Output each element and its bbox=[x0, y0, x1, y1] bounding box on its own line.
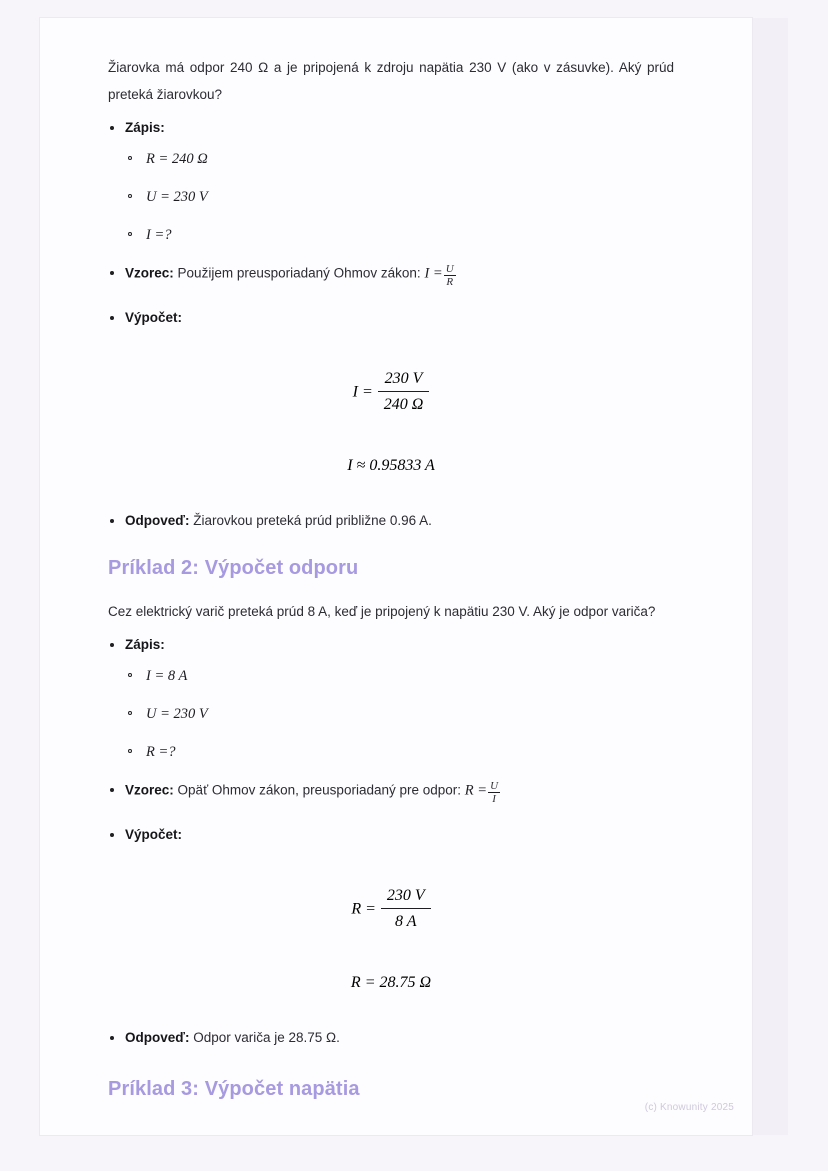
display-equation-fraction bbox=[381, 885, 431, 934]
example1-zapis-item bbox=[108, 118, 674, 244]
vzorec-equation-fraction bbox=[444, 263, 456, 289]
display-equation-fraction bbox=[378, 368, 430, 417]
odpoved-text: Žiarovkou preteká prúd približne 0.96 A. bbox=[193, 513, 432, 528]
example1-zapis-sublist bbox=[125, 150, 674, 244]
example1-list bbox=[108, 118, 674, 328]
vzorec-label: Vzorec: bbox=[125, 782, 174, 798]
vzorec-equation-lhs: R = bbox=[464, 782, 488, 799]
list-item bbox=[125, 743, 674, 761]
fraction-numerator: 230 V bbox=[381, 885, 431, 909]
zapis-label: Zápis: bbox=[125, 120, 165, 135]
fraction-denominator: 240 Ω bbox=[383, 396, 424, 413]
example2-zapis-item bbox=[108, 635, 674, 761]
example2-vypocet-item bbox=[108, 825, 674, 845]
vypocet-label: Výpočet: bbox=[125, 310, 183, 325]
display-equation-lhs: R = bbox=[351, 900, 376, 918]
example1-odpoved-item bbox=[108, 511, 674, 531]
intro-paragraph: Žiarovka má odpor 240 Ω a je pripojená k zdroju napätia 230 V (ako v zásuvke). Aký prúd preteká žiarovkou? bbox=[108, 60, 674, 102]
odpoved-label: Odpoveď: bbox=[125, 1030, 190, 1045]
zapis-value-u: U = 230 V bbox=[146, 189, 208, 205]
zapis-value-r: R =? bbox=[146, 744, 176, 760]
fraction-denominator: 8 A bbox=[395, 913, 417, 930]
result-equation-text: I ≈ 0.95833 A bbox=[347, 457, 435, 474]
document-sheet bbox=[40, 18, 752, 1135]
list-item bbox=[125, 705, 674, 723]
example2-answer-list bbox=[108, 1028, 674, 1048]
example2-heading: Príklad 2: Výpočet odporu bbox=[108, 557, 359, 579]
example2-paragraph: Cez elektrický varič preteká prúd 8 A, keď je pripojený k napätiu 230 V. Aký je odpor variča? bbox=[108, 604, 656, 619]
vzorec-text: Použijem preusporiadaný Ohmov zákon: bbox=[177, 265, 421, 281]
example1-vzorec-item bbox=[108, 263, 674, 289]
vzorec-label: Vzorec: bbox=[125, 265, 174, 281]
document-content bbox=[108, 54, 674, 1101]
example2-list bbox=[108, 635, 674, 845]
fraction-denominator: I bbox=[492, 793, 496, 805]
example3-heading: Príklad 3: Výpočet napätia bbox=[108, 1078, 360, 1100]
example2-zapis-sublist bbox=[125, 667, 674, 761]
vypocet-label: Výpočet: bbox=[125, 827, 183, 842]
fraction-numerator: U bbox=[490, 780, 499, 792]
vzorec-equation-fraction bbox=[488, 780, 500, 806]
page-right-margin bbox=[752, 18, 788, 1135]
zapis-value-i: I = 8 A bbox=[146, 668, 188, 684]
copyright-footer: (c) Knowunity 2025 bbox=[644, 1102, 734, 1113]
display-equation-lhs: I = bbox=[352, 383, 373, 401]
list-item bbox=[125, 150, 674, 168]
example1-display-equation bbox=[108, 368, 674, 417]
fraction-numerator: U bbox=[445, 263, 454, 275]
list-item bbox=[125, 226, 674, 244]
example2-result-equation bbox=[108, 974, 674, 992]
vzorec-text: Opäť Ohmov zákon, preusporiadaný pre odpor: bbox=[177, 782, 462, 798]
zapis-value-i: I =? bbox=[146, 227, 172, 243]
odpoved-label: Odpoveď: bbox=[125, 513, 190, 528]
result-equation-text: R = 28.75 Ω bbox=[350, 974, 432, 991]
list-item bbox=[125, 667, 674, 685]
list-item bbox=[125, 188, 674, 206]
vzorec-equation-lhs: I = bbox=[424, 265, 443, 282]
fraction-denominator: R bbox=[446, 276, 454, 288]
example2-vzorec-item bbox=[108, 780, 674, 806]
example1-vypocet-item bbox=[108, 308, 674, 328]
example2-odpoved-item bbox=[108, 1028, 674, 1048]
odpoved-text: Odpor variča je 28.75 Ω. bbox=[193, 1030, 340, 1045]
zapis-value-u: U = 230 V bbox=[146, 706, 208, 722]
example1-result-equation bbox=[108, 457, 674, 475]
example1-answer-list bbox=[108, 511, 674, 531]
zapis-label: Zápis: bbox=[125, 637, 165, 652]
fraction-numerator: 230 V bbox=[378, 368, 430, 392]
example2-display-equation bbox=[108, 885, 674, 934]
zapis-value-r: R = 240 Ω bbox=[146, 151, 208, 167]
